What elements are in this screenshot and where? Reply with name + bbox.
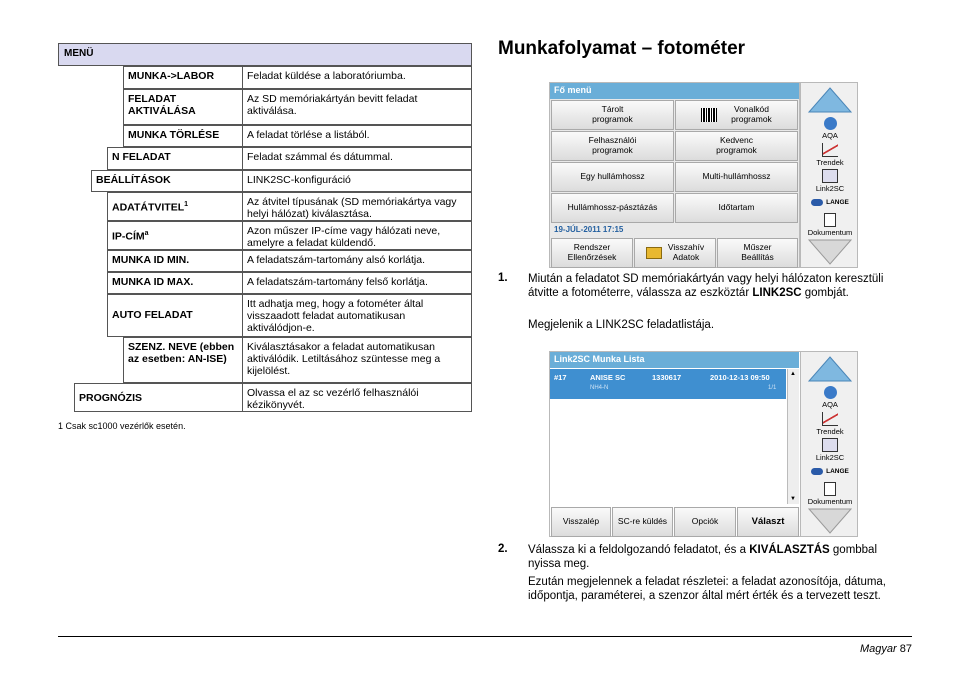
footnote: 1 Csak sc1000 vezérlők esetén. — [58, 421, 186, 431]
table-row — [58, 170, 472, 192]
step-number: 1. — [498, 272, 508, 284]
table-row — [58, 221, 472, 250]
wavelength-scan-button[interactable]: Hullámhossz-pásztázás — [551, 193, 674, 223]
documentum-button[interactable]: Dokumentum — [803, 213, 857, 237]
row-key: N FELADAT — [107, 147, 243, 170]
barcode-icon — [701, 108, 717, 122]
aqa-icon — [824, 117, 837, 130]
table-row — [58, 125, 472, 147]
scroll-down-icon[interactable] — [807, 506, 853, 536]
lange-logo-icon — [811, 199, 823, 206]
trends-button[interactable]: Trendek — [803, 143, 857, 167]
table-row — [58, 272, 472, 294]
table-row — [58, 66, 472, 89]
job-parameter: NH4-N — [590, 385, 609, 391]
scroll-down-icon[interactable] — [807, 237, 853, 267]
instrument-setup-button[interactable]: Műszer Beállítás — [717, 238, 798, 268]
table-row — [58, 89, 472, 125]
step-note: Ezután megjelennek a feladat részletei: a feladat azonosítója, dátuma, időpontja, paraméterei, a szenzor által mért érték és a tervezett teszt. — [528, 576, 887, 602]
step-text: Miután a feladatot SD memóriakártyán vagy helyi hálózaton keresztüli átvitte a fotométerre, válassza az eszköztár LINK2SC gombját. — [528, 273, 884, 299]
row-key: MUNKA TÖRLÉSE — [123, 125, 243, 147]
table-row — [58, 337, 472, 383]
options-button[interactable]: Opciók — [674, 507, 736, 537]
trends-button[interactable]: Trendek — [803, 412, 857, 436]
document-icon — [824, 213, 836, 227]
back-button[interactable]: Visszalép — [551, 507, 611, 537]
table-row — [58, 192, 472, 221]
lange-button[interactable]: LANGE — [803, 197, 857, 206]
table-row — [58, 294, 472, 337]
row-key: MUNKA ID MIN. — [107, 250, 243, 272]
datetime: 19-JÚL-2011 17:15 — [554, 225, 624, 234]
screen-title: Link2SC Munka Lista — [550, 352, 799, 368]
step-text: Válassza ki a feldolgozandó feladatot, és a KIVÁLASZTÁS gombbal nyissa meg. — [528, 544, 878, 570]
favorite-programs-button[interactable]: Kedvenc programok — [675, 131, 798, 161]
scroll-up-arrow-icon[interactable]: ▲ — [790, 371, 796, 377]
step-note: Megjelenik a LINK2SC feladatlistája. — [528, 319, 715, 331]
aqa-button[interactable]: AQA — [803, 386, 857, 409]
documentum-button[interactable]: Dokumentum — [803, 482, 857, 506]
main-menu-screen — [549, 82, 830, 268]
scroll-up-icon[interactable] — [807, 85, 853, 115]
recall-data-button[interactable]: Visszahív Adatok — [634, 238, 716, 268]
row-value: A feladatszám-tartomány felső korlátja. — [243, 272, 472, 294]
job-page: 1/1 — [768, 385, 777, 391]
select-button[interactable]: Választ — [737, 507, 799, 537]
multi-wavelength-button[interactable]: Multi-hullámhossz — [675, 162, 798, 192]
menu-table-header: MENÜ — [58, 43, 472, 66]
barcode-programs-button[interactable]: Vonalkód programok — [675, 100, 798, 130]
link2sc-icon — [822, 438, 838, 452]
row-key: SZENZ. NEVE (ebben az esetben: AN-ISE) — [123, 337, 243, 383]
row-key: MUNKA ID MAX. — [107, 272, 243, 294]
footer-divider — [58, 636, 912, 637]
job-name: ANISE SC — [590, 373, 626, 382]
row-key: PROGNÓZIS — [74, 383, 243, 412]
stored-programs-button[interactable]: Tárolt programok — [551, 100, 674, 130]
scroll-down-arrow-icon[interactable]: ▼ — [790, 496, 796, 502]
row-value: LINK2SC-konfiguráció — [243, 170, 472, 192]
row-key: BEÁLLÍTÁSOK — [91, 170, 243, 192]
time-course-button[interactable]: Időtartam — [675, 193, 798, 223]
row-key: AUTO FELADAT — [107, 294, 243, 337]
row-key: IP-CÍM$^a$ — [107, 221, 243, 250]
row-value: Az SD memóriakártyán bevitt feladat aktiválása. — [243, 89, 472, 125]
job-date: 2010-12-13 09:50 — [710, 373, 770, 382]
row-value: Azon műszer IP-címe vagy hálózati neve, amelyre a feladat küldendő. — [243, 221, 472, 250]
row-value: A feladatszám-tartomány alsó korlátja. — [243, 250, 472, 272]
aqa-icon — [824, 386, 837, 399]
link2sc-icon — [822, 169, 838, 183]
job-list-item[interactable] — [550, 369, 786, 399]
job-code: 1330617 — [652, 373, 682, 382]
table-row — [58, 250, 472, 272]
folder-icon — [646, 247, 662, 259]
table-row — [58, 383, 472, 412]
document-icon — [824, 482, 836, 496]
link2sc-button[interactable]: Link2SC — [803, 438, 857, 462]
row-key: ADATÁTVITEL$^1$ — [107, 192, 243, 221]
user-programs-button[interactable]: Felhasználói programok — [551, 131, 674, 161]
row-value: A feladat törlése a listából. — [243, 125, 472, 147]
row-key: FELADAT AKTIVÁLÁSA — [123, 89, 243, 125]
scrollbar[interactable] — [787, 369, 799, 504]
aqa-button[interactable]: AQA — [803, 117, 857, 140]
job-id: #17 — [554, 373, 567, 382]
row-value: Itt adhatja meg, hogy a fotométer által visszaadott feladat automatikusan aktiválódjon-e. — [243, 294, 472, 337]
row-value: Kiválasztásakor a feladat automatikusan aktiválódik. Letiltásához szüntesse meg a kijelölést. — [243, 337, 472, 383]
scroll-up-icon[interactable] — [807, 354, 853, 384]
row-value: Feladat küldése a laboratóriumba. — [243, 66, 472, 89]
system-checks-button[interactable]: Rendszer Ellenőrzések — [551, 238, 633, 268]
job-list-screen — [549, 351, 830, 537]
single-wavelength-button[interactable]: Egy hullámhossz — [551, 162, 674, 192]
step-number: 2. — [498, 543, 508, 555]
table-row — [58, 147, 472, 170]
lange-button[interactable]: LANGE — [803, 466, 857, 475]
page-footer: Magyar 87 — [860, 643, 912, 655]
page-title: Munkafolyamat – fotométer — [498, 38, 746, 59]
toolbar — [800, 82, 858, 268]
row-value: Feladat számmal és dátummal. — [243, 147, 472, 170]
row-value: Az átvitel típusának (SD memóriakártya vagy helyi hálózat) kiválasztása. — [243, 192, 472, 221]
toolbar — [800, 351, 858, 537]
send-to-sc-button[interactable]: SC-re küldés — [612, 507, 673, 537]
chart-icon — [822, 412, 838, 426]
lange-logo-icon — [811, 468, 823, 475]
row-value: Olvassa el az sc vezérlő felhasználói kézikönyvét. — [243, 383, 472, 412]
link2sc-button[interactable]: Link2SC — [803, 169, 857, 193]
chart-icon — [822, 143, 838, 157]
row-key: MUNKA->LABOR — [123, 66, 243, 89]
screen-title: Fő menü — [550, 83, 799, 99]
